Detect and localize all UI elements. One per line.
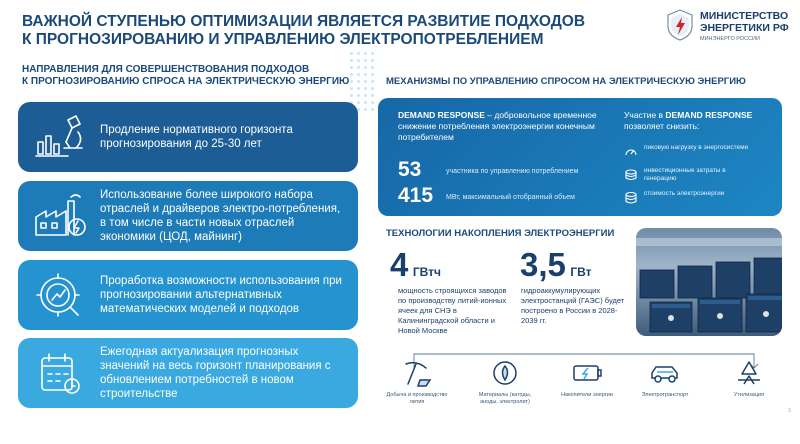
participation-suffix: позволяет снизить: (624, 121, 700, 131)
car-icon (648, 358, 682, 388)
decorative-dot (350, 80, 353, 83)
decorative-dot (357, 52, 360, 55)
decorative-dot (350, 52, 353, 55)
participants-count: 53 (398, 158, 422, 181)
participation-term: DEMAND RESPONSE (665, 110, 753, 120)
materials-icon (488, 358, 522, 388)
direction-text: Продление нормативного горизонта прогнозирования до 25-30 лет (100, 124, 293, 150)
directions-heading-line1: НАПРАВЛЕНИЯ ДЛЯ СОВЕРШЕНСТВОВАНИЯ ПОДХОДОВ (22, 64, 310, 75)
max-volume-label: МВт, максимальный отобранный объем (446, 194, 575, 201)
decorative-dot (364, 66, 367, 69)
demand-response-term: DEMAND RESPONSE (398, 110, 485, 120)
recycle-icon (732, 358, 766, 388)
decorative-dot (357, 87, 360, 90)
ministry-subtitle: МИНЭНЕРГО РОССИИ (700, 36, 760, 42)
chain-step-label: Утилизация (733, 392, 765, 398)
decorative-dot (364, 101, 367, 104)
decorative-dot (371, 108, 374, 111)
direction-card (18, 181, 358, 251)
ministry-name-line2: ЭНЕРГЕТИКИ РФ (700, 22, 789, 34)
coins-icon (624, 168, 638, 182)
direction-card (18, 338, 358, 408)
storage-heading: ТЕХНОЛОГИИ НАКОПЛЕНИЯ ЭЛЕКТРОЭНЕРГИИ (386, 228, 615, 239)
page-title-line1: ВАЖНОЙ СТУПЕНЬЮ ОПТИМИЗАЦИИ ЯВЛЯЕТСЯ РАЗВИТИЕ ПОДХОДОВ (22, 13, 586, 30)
decorative-dot (371, 87, 374, 90)
chain-step-label: Электротранспорт (641, 392, 689, 398)
decorative-dot (371, 94, 374, 97)
decorative-dot (350, 59, 353, 62)
participants-label: участника по управлению потреблением (446, 168, 579, 175)
page-title (22, 13, 585, 49)
chain-step (552, 358, 622, 399)
microscope-chart-icon (28, 112, 90, 162)
benefit-item (624, 188, 774, 210)
directions-heading (22, 64, 349, 88)
decorative-dot (357, 80, 360, 83)
benefit-item (624, 142, 774, 164)
ministry-name-line1: МИНИСТЕРСТВО (700, 10, 789, 22)
factory-icon (28, 191, 90, 241)
chain-step-label: Добыча и производство лития (386, 392, 448, 405)
chain-step-label: Материалы (катоды, аноды, электролит) (478, 392, 532, 405)
database-icon (624, 191, 638, 205)
benefit-label: пиковую нагрузку в энергосистеме (644, 144, 749, 151)
direction-text: Ежегодная актуализация прогнозных значений на весь горизонт планирования с обновлением потребностей в новом строительстве (100, 346, 331, 400)
demand-response-panel (378, 98, 782, 216)
max-volume-value: 415 (398, 184, 434, 207)
analytics-icon (28, 270, 90, 320)
decorative-dot (364, 87, 367, 90)
directions-heading-line2: К ПРОГНОЗИРОВАНИЮ СПРОСА НА ЭЛЕКТРИЧЕСКУЮ ЭНЕРГИЮ (22, 76, 350, 87)
direction-text: Проработка возможности использования при прогнозировании альтернативных математических моделей и подходов (100, 275, 342, 315)
direction-card (18, 260, 358, 330)
calendar-icon (28, 348, 90, 398)
decorative-dot (350, 87, 353, 90)
storage-desc-2: гидроаккумулирующих электростанций (ГАЭС) будет построено в России в 2028-2039 гг. (521, 286, 625, 325)
participation-prefix: Участие в (624, 110, 666, 120)
benefit-label: инвестиционные затраты в генерацию (644, 167, 726, 182)
decorative-dot (364, 108, 367, 111)
decorative-dot (364, 73, 367, 76)
decorative-dot (364, 80, 367, 83)
page-number: 3 (788, 408, 791, 414)
battery-factory-photo (636, 228, 782, 336)
decorative-dot (371, 80, 374, 83)
ministry-name (700, 10, 789, 34)
chain-step (630, 358, 700, 399)
benefit-item (624, 165, 774, 187)
decorative-dot (350, 66, 353, 69)
storage-value-1-unit: ГВтч (412, 265, 441, 279)
direction-text: Использование более широкого набора отраслей и драйверов электро-потребления, в том числе в части новых отраслей экономики (ЦОД, майнинг) (100, 189, 341, 243)
demand-heading: МЕХАНИЗМЫ ПО УПРАВЛЕНИЮ СПРОСОМ НА ЭЛЕКТРИЧЕСКУЮ ЭНЕРГИЮ (386, 76, 746, 87)
storage-desc-1: мощность строящихся заводов по производству литий-ионных ячеек для СНЭ в Калининградской области и Новой Москве (398, 286, 507, 335)
decorative-dot (371, 52, 374, 55)
ministry-emblem-icon (665, 8, 695, 42)
decorative-dot (357, 94, 360, 97)
storage-value-2-unit: ГВт (570, 265, 592, 279)
decorative-dot (371, 59, 374, 62)
storage-value-1-number: 4 (390, 246, 409, 283)
decorative-dot (357, 59, 360, 62)
chain-step-label: Накопители энергии (561, 392, 613, 398)
chain-step (382, 358, 452, 406)
decorative-dot (371, 101, 374, 104)
participation-heading (624, 110, 774, 132)
decorative-dot (371, 73, 374, 76)
battery-icon (570, 358, 604, 388)
decorative-dot (364, 59, 367, 62)
benefit-label: стоимость электроэнергии (644, 190, 725, 197)
direction-card (18, 102, 358, 172)
chain-step (714, 358, 784, 399)
decorative-dot (364, 94, 367, 97)
page-title-line2: К ПРОГНОЗИРОВАНИЮ И УПРАВЛЕНИЮ ЭЛЕКТРОПОТРЕБЛЕНИЕМ (22, 31, 544, 48)
chain-step (470, 358, 540, 406)
decorative-dot (357, 101, 360, 104)
decorative-dot (357, 66, 360, 69)
gauge-icon (624, 145, 638, 159)
decorative-dot (350, 94, 353, 97)
storage-value-2 (520, 246, 592, 284)
decorative-dot (364, 52, 367, 55)
demand-response-description (398, 110, 598, 143)
pickaxe-icon (400, 358, 434, 388)
storage-value-1 (390, 246, 441, 284)
decorative-dot (357, 73, 360, 76)
demand-response-definition: – добровольное временное снижение потребления электроэнергии конечным потребителем (398, 110, 597, 142)
decorative-dot (350, 73, 353, 76)
decorative-dot (371, 66, 374, 69)
storage-value-2-number: 3,5 (520, 246, 566, 283)
